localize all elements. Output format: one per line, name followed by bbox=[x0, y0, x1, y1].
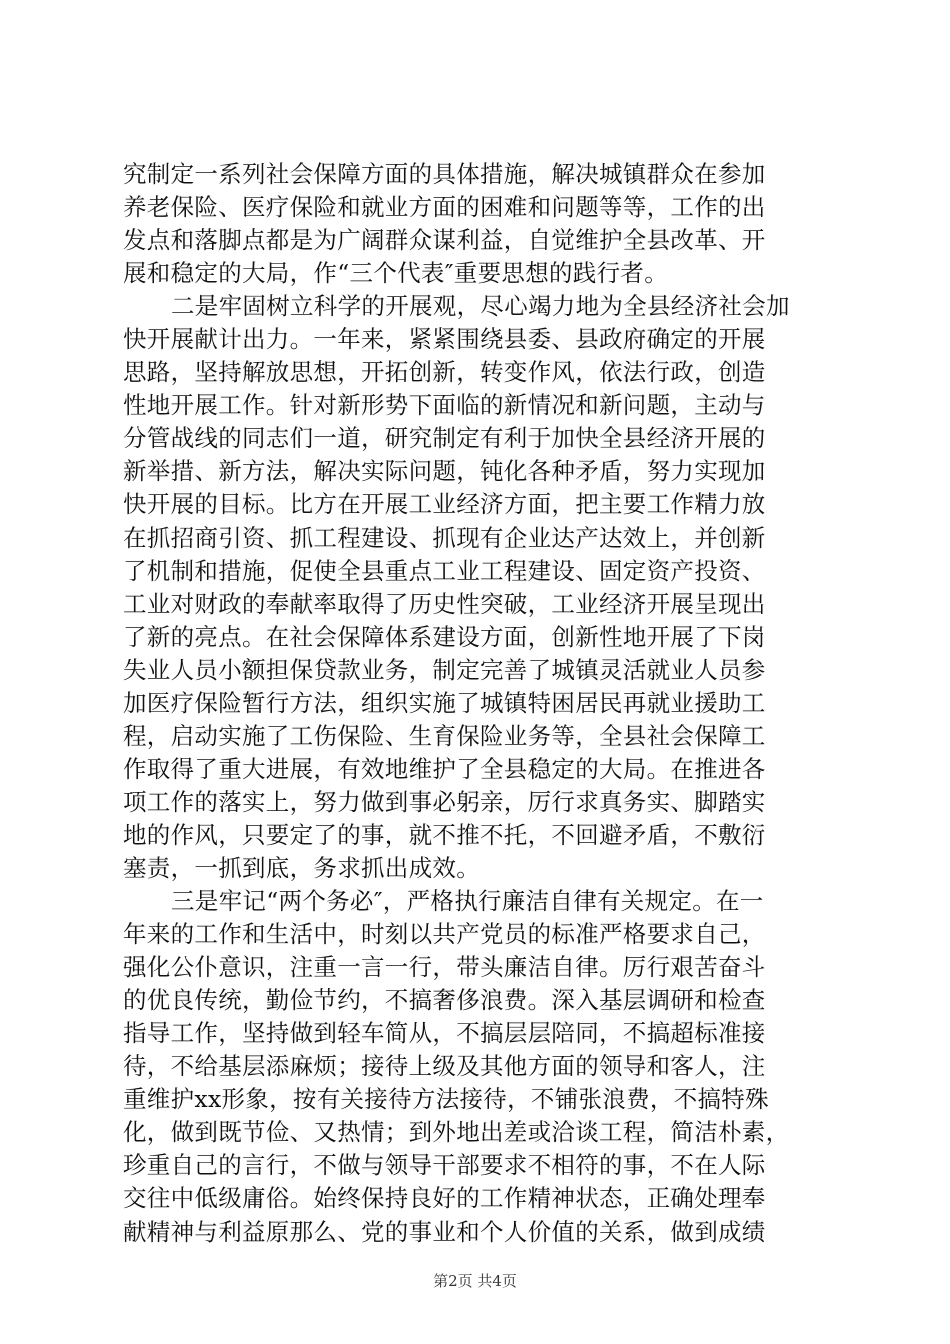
text-line: 发点和落脚点都是为广阔群众谋利益，自觉维护全县改革、开 bbox=[123, 226, 766, 255]
text-line: 献精神与利益原那么、党的事业和个人价值的关系，做到成绩 bbox=[123, 1217, 766, 1246]
text-line: 重维护xx形象，按有关接待方法接待，不铺张浪费，不搞特殊 bbox=[123, 1085, 769, 1114]
text-line: 地的作风，只要定了的事，就不推不托，不回避矛盾，不敷衍 bbox=[123, 820, 766, 849]
text-line: 待，不给基层添麻烦；接待上级及其他方面的领导和客人，注 bbox=[123, 1052, 766, 1081]
text-line: 思路，坚持解放思想，开拓创新，转变作风，依法行政，创造 bbox=[123, 358, 766, 387]
page-footer bbox=[0, 1270, 950, 1291]
text-line: 的优良传统，勤俭节约，不搞奢侈浪费。深入基层调研和检查 bbox=[123, 986, 766, 1015]
text-line: 项工作的落实上，努力做到事必躬亲，厉行求真务实、脚踏实 bbox=[123, 787, 766, 816]
text-line: 展和稳定的大局，作“三个代表″重要思想的践行者。 bbox=[123, 259, 668, 288]
document-body bbox=[123, 158, 833, 1249]
text-line: 指导工作，坚持做到轻车简从，不搞层层陪同，不搞超标准接 bbox=[123, 1019, 766, 1048]
text-line: 养老保险、医疗保险和就业方面的困难和问题等等，工作的出 bbox=[123, 193, 766, 222]
text-line: 工业对财政的奉献率取得了历史性突破，工业经济开展呈现出 bbox=[123, 589, 766, 618]
text-line: 了机制和措施，促使全县重点工业工程建设、固定资产投资、 bbox=[123, 556, 766, 585]
paragraph-second-point bbox=[123, 290, 833, 885]
text-line: 分管战线的同志们一道，研究制定有利于加快全县经济开展的 bbox=[123, 424, 766, 453]
text-line: 交往中低级庸俗。始终保持良好的工作精神状态，正确处理奉 bbox=[123, 1184, 766, 1213]
text-line: 二是牢固树立科学的开展观，尽心竭力地为全县经济社会加 bbox=[171, 292, 790, 321]
text-line: 加医疗保险暂行方法，组织实施了城镇特困居民再就业援助工 bbox=[123, 688, 766, 717]
text-line: 在抓招商引资、抓工程建设、抓现有企业达产达效上，并创新 bbox=[123, 523, 766, 552]
text-line: 珍重自己的言行，不做与领导干部要求不相符的事，不在人际 bbox=[123, 1151, 766, 1180]
text-line: 失业人员小额担保贷款业务，制定完善了城镇灵活就业人员参 bbox=[123, 655, 766, 684]
text-line: 了新的亮点。在社会保障体系建设方面，创新性地开展了下岗 bbox=[123, 622, 766, 651]
text-line: 三是牢记“两个务必″，严格执行廉洁自律有关规定。在一 bbox=[171, 887, 764, 916]
page-number: 第2页 共4页 bbox=[433, 1272, 517, 1290]
text-line: 强化公仆意识，注重一言一行，带头廉洁自律。厉行艰苦奋斗 bbox=[123, 953, 766, 982]
text-line: 作取得了重大进展，有效地维护了全县稳定的大局。在推进各 bbox=[123, 754, 766, 783]
text-line: 究制定一系列社会保障方面的具体措施，解决城镇群众在参加 bbox=[123, 160, 766, 188]
text-line: 程，启动实施了工伤保险、生育保险业务等，全县社会保障工 bbox=[123, 721, 766, 750]
text-line: 快开展的目标。比方在开展工业经济方面，把主要工作精力放 bbox=[123, 490, 766, 519]
paragraph-continuation bbox=[123, 158, 833, 290]
text-line: 塞责，一抓到底，务求抓出成效。 bbox=[123, 853, 480, 882]
text-line: 新举措、新方法，解决实际问题，钝化各种矛盾，努力实现加 bbox=[123, 457, 766, 486]
text-line: 快开展献计出力。一年来，紧紧围绕县委、县政府确定的开展 bbox=[123, 325, 766, 354]
text-line: 年来的工作和生活中，时刻以共产党员的标准严格要求自己， bbox=[123, 920, 766, 949]
text-line: 性地开展工作。针对新形势下面临的新情况和新问题，主动与 bbox=[123, 391, 766, 420]
paragraph-third-point bbox=[123, 885, 833, 1249]
text-line: 化，做到既节俭、又热情；到外地出差或洽谈工程，简洁朴素， bbox=[123, 1118, 790, 1147]
